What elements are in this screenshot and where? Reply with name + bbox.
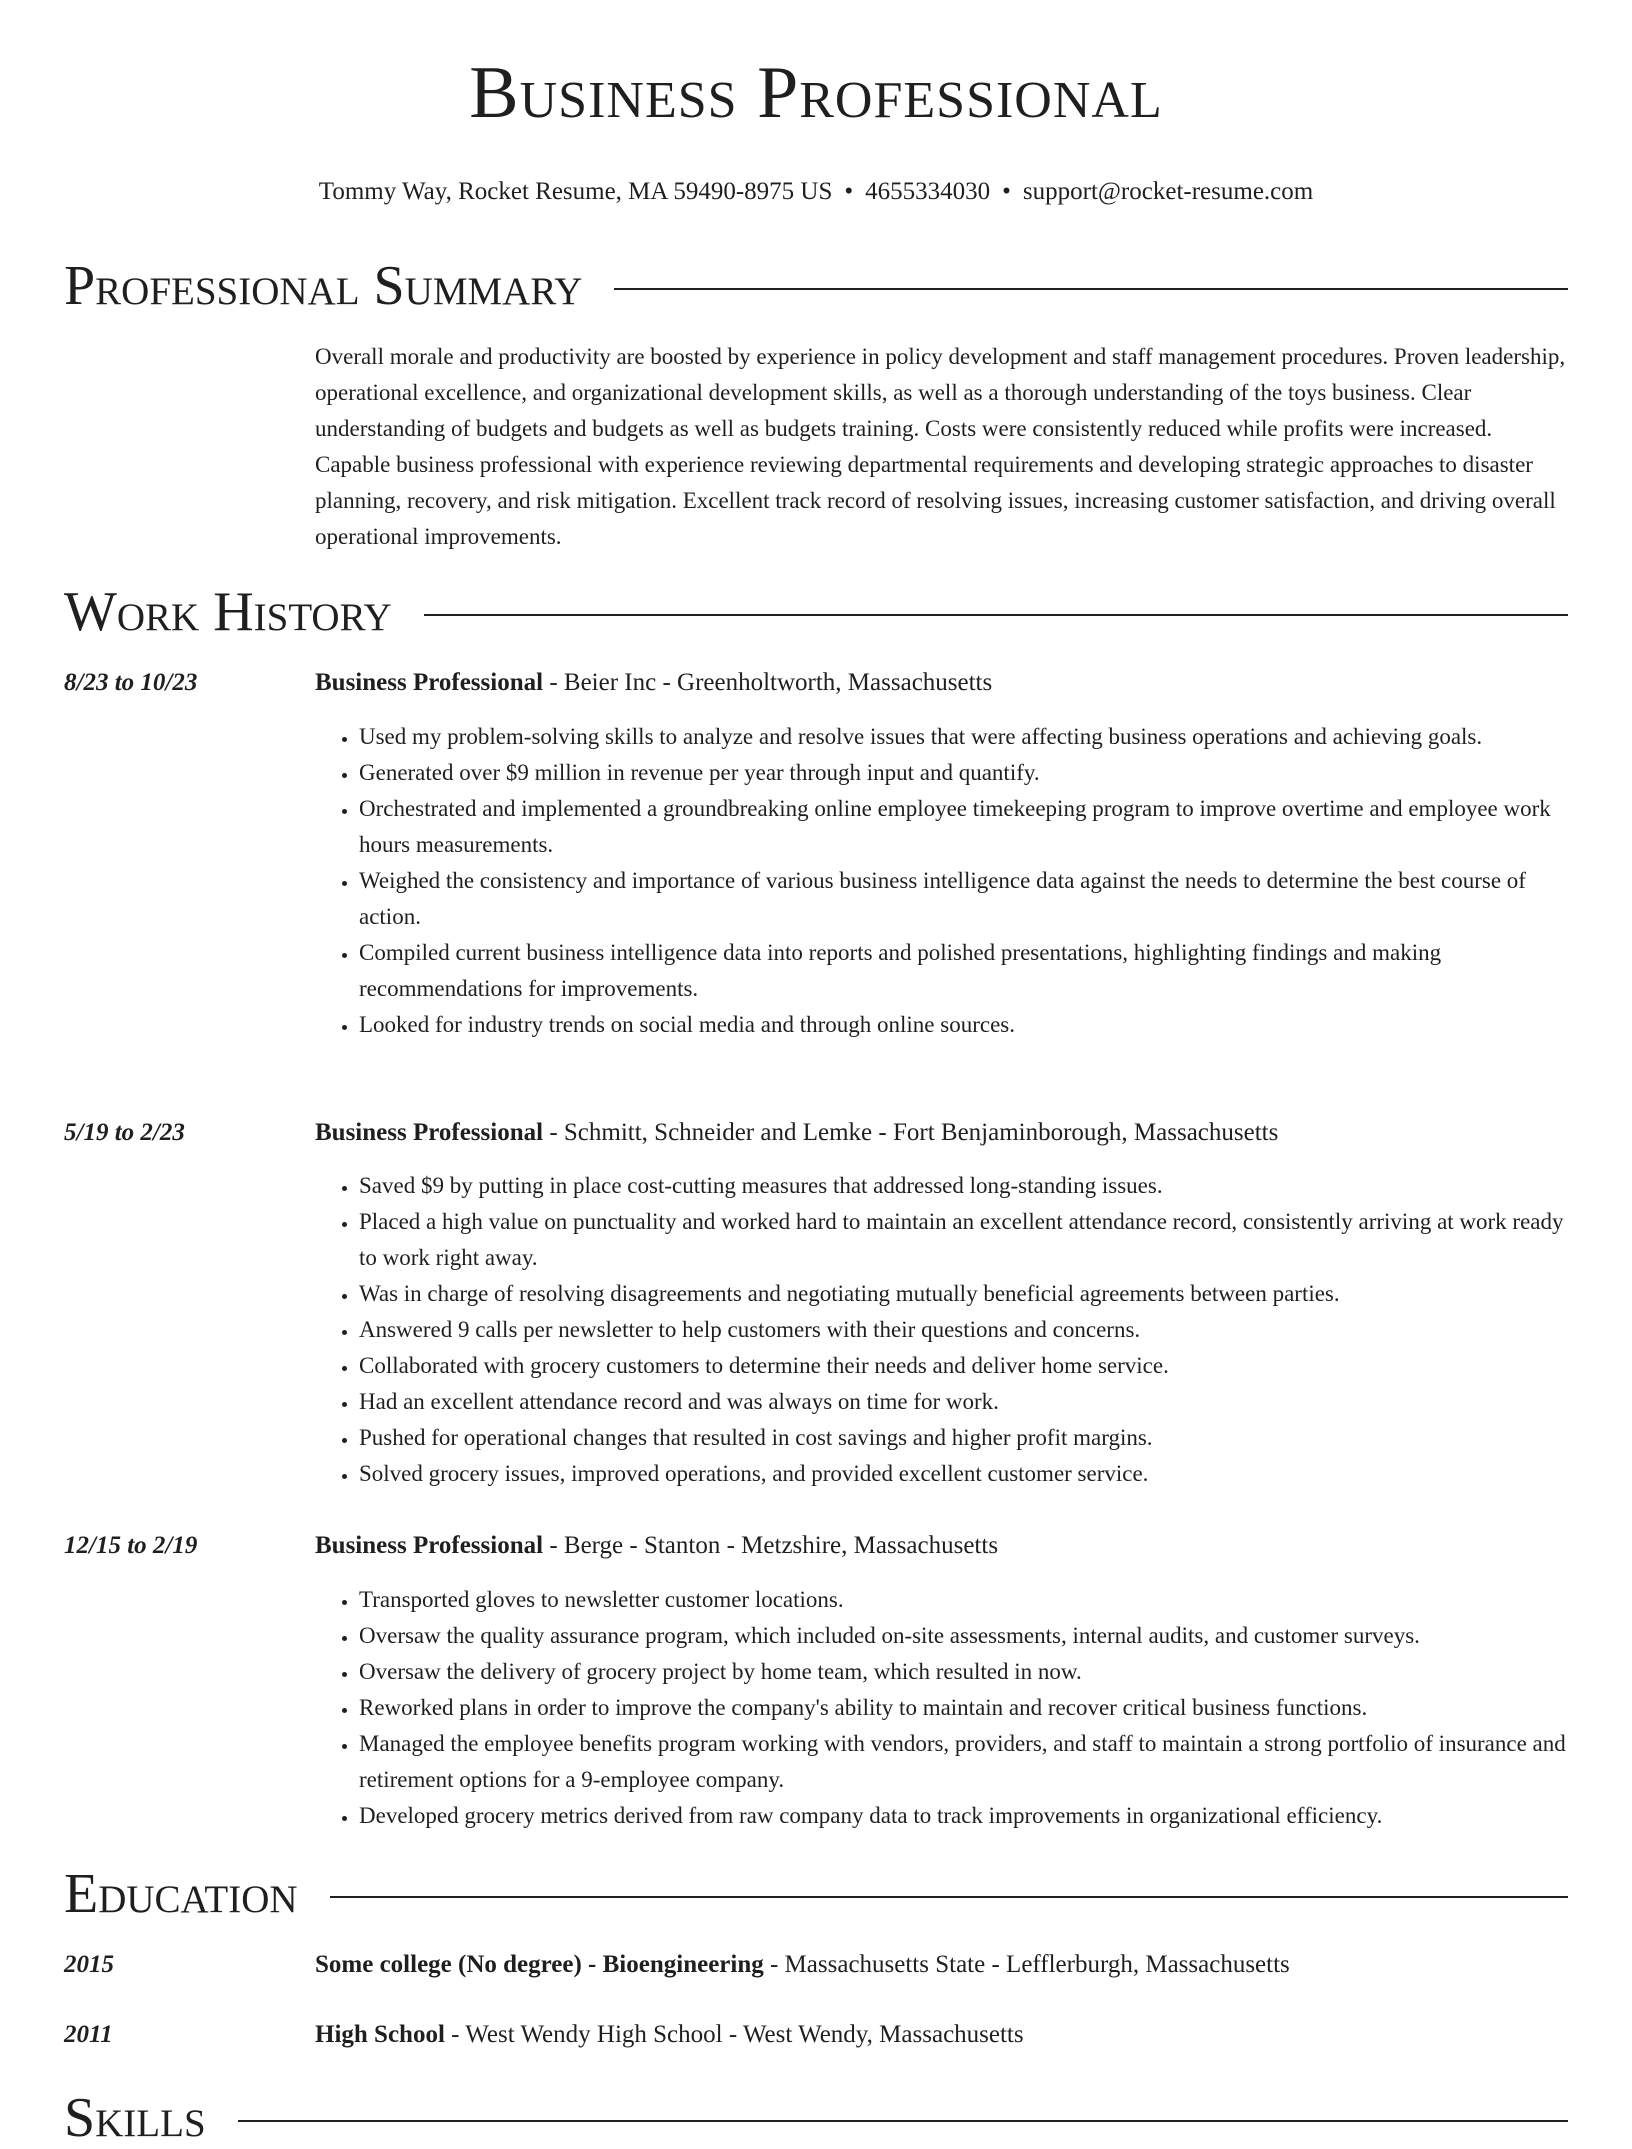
education-school: - Massachusetts State - Lefflerburgh, Massachusetts bbox=[763, 1951, 1290, 1978]
job-bullets bbox=[315, 1168, 1568, 1492]
job-employer: - Schmitt, Schneider and Lemke - Fort Benjaminborough, Massachusetts bbox=[543, 1119, 1279, 1146]
education-degree: High School bbox=[315, 2021, 445, 2048]
job-heading bbox=[315, 1529, 1568, 1563]
education-heading bbox=[315, 1948, 1568, 1982]
list-item: • Answered 9 calls per newsletter to help customers with their questions and concerns. bbox=[359, 1312, 1568, 1348]
section-title: Education bbox=[64, 1863, 298, 1925]
list-item: • Collaborated with grocery customers to determine their needs and deliver home service. bbox=[359, 1348, 1568, 1384]
section-divider bbox=[330, 1896, 1568, 1898]
contact-address: Tommy Way, Rocket Resume, MA 59490-8975 US bbox=[318, 178, 833, 205]
list-item: • Generated over $9 million in revenue per year through input and quantify. bbox=[359, 755, 1568, 791]
job-title: Business Professional bbox=[315, 1119, 544, 1146]
education-year: 2011 bbox=[64, 2021, 113, 2048]
summary-section-header bbox=[64, 255, 1568, 317]
job-heading bbox=[315, 1116, 1568, 1150]
list-item: • Was in charge of resolving disagreements and negotiating mutually beneficial agreements between parties. bbox=[359, 1276, 1568, 1312]
job-dates: 8/23 to 10/23 bbox=[64, 669, 198, 696]
list-item: • Looked for industry trends on social media and through online sources. bbox=[359, 1007, 1568, 1043]
list-item: • Saved $9 by putting in place cost-cutting measures that addressed long-standing issues. bbox=[359, 1168, 1568, 1204]
list-item: • Developed grocery metrics derived from raw company data to track improvements in organizational efficiency. bbox=[359, 1798, 1568, 1834]
list-item: • Oversaw the delivery of grocery project by home team, which resulted in now. bbox=[359, 1654, 1568, 1690]
list-item: • Solved grocery issues, improved operations, and provided excellent customer service. bbox=[359, 1456, 1568, 1492]
contact-phone: 4655334030 bbox=[865, 178, 991, 205]
job-bullets bbox=[315, 1582, 1568, 1834]
education-section-header bbox=[64, 1863, 1568, 1925]
contact-separator: • bbox=[844, 178, 854, 205]
list-item: • Reworked plans in order to improve the company's ability to maintain and recover critical business functions. bbox=[359, 1690, 1568, 1726]
skills-section-header bbox=[64, 2087, 1568, 2149]
list-item: • Transported gloves to newsletter customer locations. bbox=[359, 1582, 1568, 1618]
resume-name: Business Professional bbox=[469, 52, 1163, 134]
list-item: • Placed a high value on punctuality and worked hard to maintain an excellent attendance record, consistently arriving at work ready to work right away. bbox=[359, 1204, 1568, 1276]
list-item: • Had an excellent attendance record and was always on time for work. bbox=[359, 1384, 1568, 1420]
list-item: • Weighed the consistency and importance of various business intelligence data against the needs to determine the best course of action. bbox=[359, 863, 1568, 935]
section-title: Work History bbox=[64, 581, 392, 643]
contact-separator: • bbox=[1002, 178, 1011, 205]
work-section-header bbox=[64, 581, 1568, 643]
education-school: - West Wendy High School - West Wendy, Massachusetts bbox=[444, 2021, 1024, 2048]
section-divider bbox=[614, 288, 1568, 290]
education-degree: Some college (No degree) - Bioengineering bbox=[315, 1951, 764, 1978]
list-item: • Oversaw the quality assurance program, which included on-site assessments, internal audits, and customer surveys. bbox=[359, 1618, 1568, 1654]
education-heading bbox=[315, 2018, 1568, 2052]
job-employer: - Beier Inc - Greenholtworth, Massachusetts bbox=[543, 669, 993, 696]
list-item: • Managed the employee benefits program working with vendors, providers, and staff to maintain a strong portfolio of insurance and retirement options for a 9-employee company. bbox=[359, 1726, 1568, 1798]
section-title: Skills bbox=[64, 2087, 206, 2149]
job-dates: 5/19 to 2/23 bbox=[64, 1119, 185, 1146]
education-year: 2015 bbox=[64, 1951, 114, 1978]
job-employer: - Berge - Stanton - Metzshire, Massachusetts bbox=[543, 1532, 999, 1559]
summary-text: Overall morale and productivity are boosted by experience in policy development and staff management procedures. Proven leadership, operational excellence, and organizational development skills, as well as a thorough understanding of the toys business. Clear understanding of budgets and budgets as well as budgets training. Costs were consistently reduced while profits were increased. Capable business professional with experience reviewing departmental requirements and developing strategic approaches to disaster planning, recovery, and risk mitigation. Excellent track record of resolving issues, increasing customer satisfaction, and driving overall operational improvements. bbox=[315, 344, 1566, 549]
contact-email: support@rocket-resume.com bbox=[1022, 178, 1314, 205]
list-item: • Compiled current business intelligence data into reports and polished presentations, highlighting findings and making recommendations for improvements. bbox=[359, 935, 1568, 1007]
list-item: • Pushed for operational changes that resulted in cost savings and higher profit margins. bbox=[359, 1420, 1568, 1456]
section-divider bbox=[424, 614, 1568, 616]
section-title: Professional Summary bbox=[64, 255, 583, 317]
contact-line bbox=[0, 178, 1632, 206]
job-title: Business Professional bbox=[315, 669, 544, 696]
job-dates: 12/15 to 2/19 bbox=[64, 1532, 198, 1559]
job-heading bbox=[315, 666, 1568, 700]
list-item: • Orchestrated and implemented a groundbreaking online employee timekeeping program to improve overtime and employee work hours measurements. bbox=[359, 791, 1568, 863]
job-bullets bbox=[315, 719, 1568, 1043]
job-title: Business Professional bbox=[315, 1532, 544, 1559]
section-divider bbox=[238, 2120, 1568, 2122]
list-item: • Used my problem-solving skills to analyze and resolve issues that were affecting business operations and achieving goals. bbox=[359, 719, 1568, 755]
